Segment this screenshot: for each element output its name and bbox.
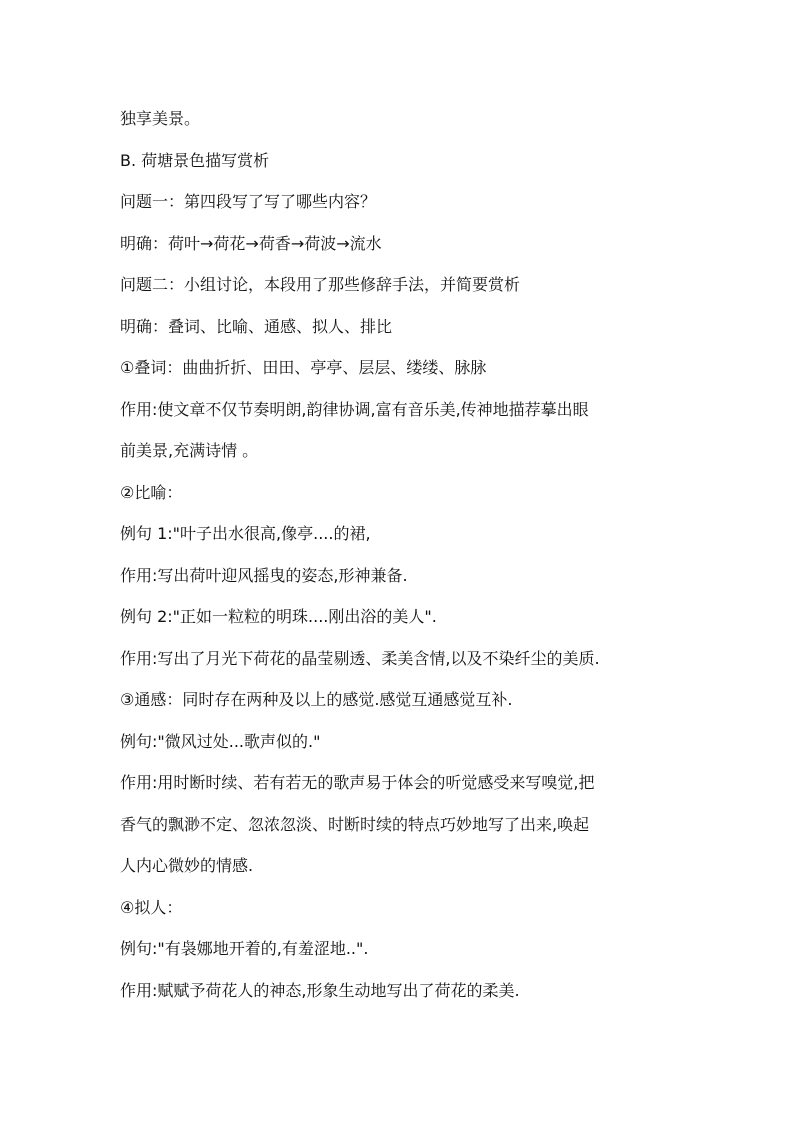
answer-two: 明确：叠词、比喻、通感、拟人、排比: [120, 316, 393, 336]
synesthesia-effect-cont-1: 香气的飘渺不定、忽浓忽淡、时断时续的特点巧妙地写了出来,唤起: [120, 814, 590, 834]
synesthesia-effect: 作用:用时断时续、若有若无的歌声易于体会的听觉感受来写嗅觉,把: [120, 773, 595, 792]
synesthesia-effect-cont-2: 人内心微妙的情感.: [120, 856, 254, 875]
text-line: 独享美景。: [120, 109, 201, 128]
question-one: 问题一：第四段写了写了哪些内容？: [120, 192, 377, 211]
synesthesia-heading: ③通感：同时存在两种及以上的感觉.感觉互通感觉互补.: [120, 690, 513, 709]
personification-example: 例句:"有袅娜地开着的,有羞涩地..".: [120, 939, 369, 958]
reduplication-heading: ①叠词：曲曲折折、田田、亭亭、层层、缕缕、脉脉: [120, 358, 487, 377]
synesthesia-example: 例句:"微风过处...歌声似的.": [120, 731, 321, 751]
section-heading: B. 荷塘景色描写赏析: [120, 150, 270, 170]
reduplication-effect: 作用:使文章不仅节奏明朗,韵律协调,富有音乐美,传神地描荐摹出眼: [120, 399, 589, 419]
metaphor-example-1: 例句 1:"叶子出水很高,像亭....的裙,: [120, 524, 371, 543]
answer-one: 明确：荷叶→荷花→荷香→荷波→流水: [120, 233, 382, 253]
personification-effect: 作用:赋赋予荷花人的神态,形象生动地写出了荷花的柔美.: [120, 980, 520, 1000]
reduplication-effect-cont: 前美景,充满诗情 。: [120, 441, 259, 460]
metaphor-heading: ②比喻：: [120, 482, 183, 502]
metaphor-effect-1: 作用:写出荷叶迎风摇曳的姿态,形神兼备.: [120, 565, 408, 585]
personification-heading: ④拟人：: [120, 897, 183, 917]
metaphor-effect-2: 作用:写出了月光下荷花的晶莹剔透、柔美含情,以及不染纤尘的美质.: [120, 648, 600, 668]
metaphor-example-2: 例句 2:"正如一粒粒的明珠....刚出浴的美人".: [120, 607, 437, 626]
document-body: [120, 98, 680, 1011]
question-two: 问题二：小组讨论，本段用了那些修辞手法，并简要赏析: [120, 275, 521, 294]
